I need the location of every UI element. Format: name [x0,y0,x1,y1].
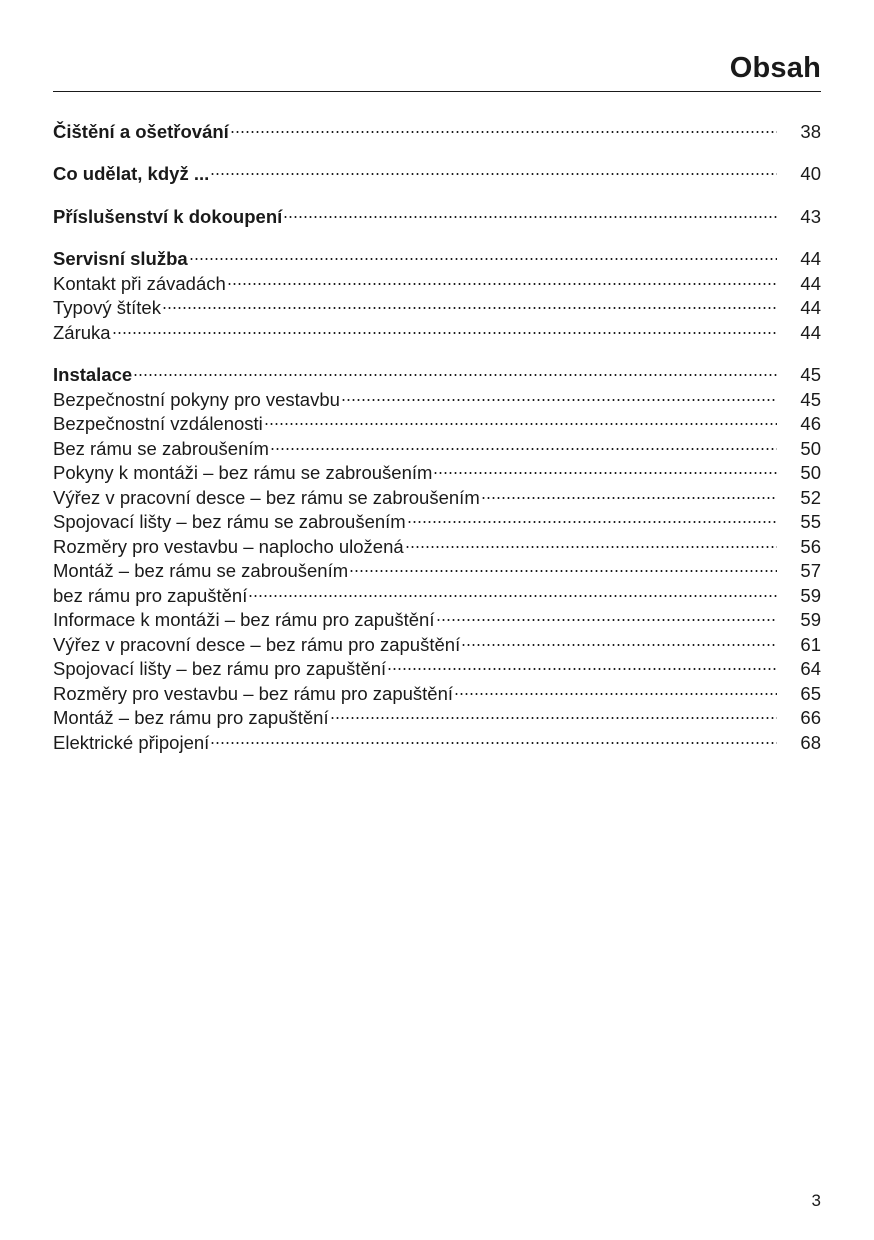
toc-entry-page: 43 [800,205,821,227]
toc-entry-label: Pokyny k montáži – bez rámu se zabroušením [53,462,433,483]
toc-entry-page: 46 [800,413,821,434]
toc-entry[interactable] [53,314,821,343]
dot-leader [189,241,777,266]
toc-section-heading[interactable] [53,113,821,142]
toc-entry-page: 45 [800,388,821,410]
dot-leader [230,113,777,138]
toc-entry-page: 68 [800,731,821,753]
toc-entry-page: 44 [800,321,821,343]
toc-section-heading[interactable] [53,198,821,227]
toc-group [53,113,821,142]
toc-entry-label: Informace k montáži – bez rámu pro zapuštění [53,609,435,630]
toc-entry-page: 44 [800,248,821,269]
toc-entry-label: Elektrické připojení [53,731,210,753]
toc-entry-label: bez rámu pro zapuštění [53,584,248,606]
table-of-contents [53,113,821,753]
dot-leader [461,626,777,651]
dot-leader [454,675,777,700]
page-title: Obsah [729,52,821,84]
toc-entry-label: Rozměry pro vestavbu – bez rámu pro zapuštění [53,682,453,704]
dot-leader [436,602,778,627]
toc-entry-label: Bezpečnostní vzdálenosti [53,413,263,434]
toc-entry-page: 59 [800,609,821,630]
dot-leader [162,290,777,315]
toc-entry-label: Výřez v pracovní desce – bez rámu pro zapuštění [53,633,461,655]
dot-leader [270,430,777,455]
dot-leader [112,314,777,339]
dot-leader [248,577,777,602]
toc-entry-page: 45 [800,364,821,385]
toc-entry-page: 52 [800,486,821,508]
toc-entry-page: 57 [800,560,821,581]
dot-leader [283,198,777,223]
toc-group [53,198,821,227]
toc-entry[interactable] [53,290,821,318]
toc-entry-label: Co udělat, když ... [53,163,210,184]
dot-leader [133,357,777,382]
toc-entry-label: Kontakt při závadách [53,272,226,294]
dot-leader [264,406,777,431]
toc-entry-label: Záruka [53,321,111,343]
dot-leader [330,700,777,725]
toc-entry-page: 44 [800,272,821,294]
header-divider [53,91,821,92]
toc-group [53,156,821,184]
dot-leader [407,504,777,529]
dot-leader [481,479,777,504]
toc-group [53,241,821,343]
toc-entry-label: Montáž – bez rámu pro zapuštění [53,707,329,728]
dot-leader [433,455,777,480]
dot-leader [210,724,777,749]
toc-entry-label: Spojovací lišty – bez rámu se zabroušením [53,511,406,532]
page-number: 3 [811,1191,821,1210]
toc-entry-page: 38 [800,120,821,142]
toc-entry-label: Bezpečnostní pokyny pro vestavbu [53,388,340,410]
toc-entry-page: 55 [800,511,821,532]
toc-entry-label: Čištění a ošetřování [53,120,229,142]
toc-entry-page: 61 [800,633,821,655]
toc-entry-label: Servisní služba [53,248,188,269]
toc-entry-label: Montáž – bez rámu se zabroušením [53,560,349,581]
toc-entry[interactable] [53,381,821,410]
toc-entry-page: 59 [800,584,821,606]
toc-entry-label: Spojovací lišty – bez rámu pro zapuštění [53,658,387,679]
dot-leader [349,553,777,578]
toc-entry-page: 50 [800,462,821,483]
dot-leader [227,265,777,290]
toc-entry-label: Typový štítek [53,297,161,318]
dot-leader [210,156,777,181]
toc-section-heading[interactable] [53,156,821,184]
toc-entry-page: 66 [800,707,821,728]
toc-entry-label: Příslušenství k dokoupení [53,205,283,227]
toc-entry-page: 50 [800,437,821,459]
toc-entry-page: 65 [800,682,821,704]
toc-group [53,357,821,753]
toc-entry-label: Výřez v pracovní desce – bez rámu se zabroušením [53,486,480,508]
toc-entry-label: Rozměry pro vestavbu – naplocho uložená [53,535,404,557]
toc-section-heading[interactable] [53,241,821,269]
toc-entry-page: 56 [800,535,821,557]
toc-entry-label: Instalace [53,364,133,385]
toc-entry-page: 44 [800,297,821,318]
toc-section-heading[interactable] [53,357,821,385]
dot-leader [387,651,777,676]
dot-leader [341,381,777,406]
toc-entry-page: 40 [800,163,821,184]
toc-entry-page: 64 [800,658,821,679]
toc-entry-label: Bez rámu se zabroušením [53,437,269,459]
dot-leader [405,528,777,553]
